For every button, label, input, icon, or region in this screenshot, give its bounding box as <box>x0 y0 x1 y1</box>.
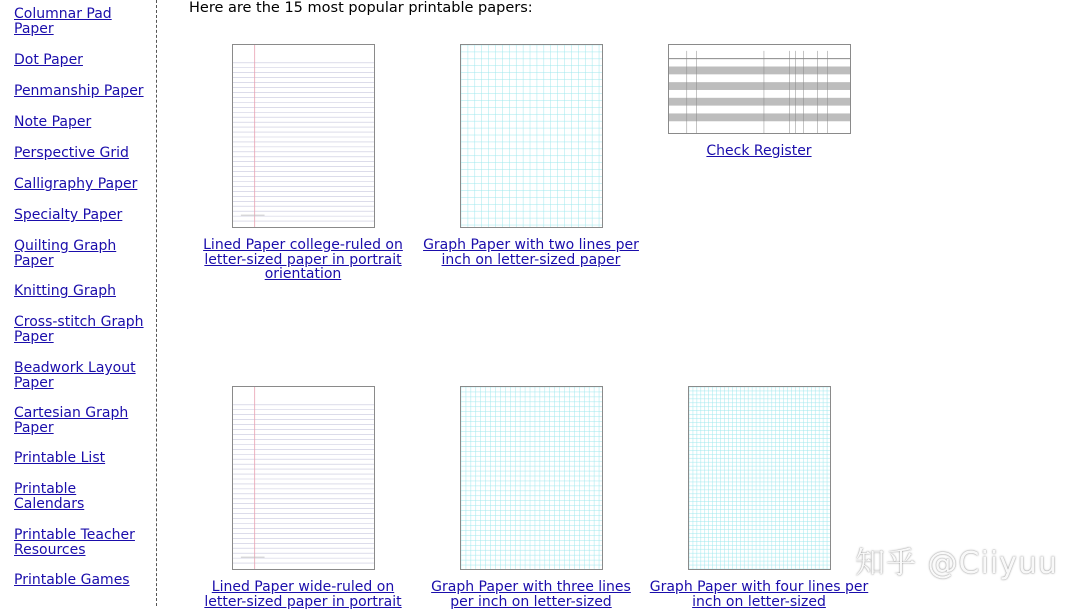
sidebar-item-columnar-pad-paper <box>14 7 148 37</box>
sidebar-item-cross-stitch-graph-paper <box>14 315 148 345</box>
sidebar-link[interactable]: Knitting Graph <box>14 283 116 299</box>
sidebar-item-calligraphy-paper <box>14 177 148 192</box>
sidebar-item-printable-list <box>14 451 148 466</box>
sidebar-link[interactable]: Printable List <box>14 450 106 466</box>
paper-card-caption[interactable]: Graph Paper with three lines per inch on letter-sized <box>431 579 631 610</box>
graph-paper-image <box>461 45 602 227</box>
paper-card-caption[interactable]: Graph Paper with two lines per inch on letter-sized paper <box>423 237 639 268</box>
sidebar-link[interactable]: Note Paper <box>14 114 92 130</box>
lined-paper-image <box>233 45 374 227</box>
sidebar-link[interactable]: Printable Calendars <box>14 481 85 512</box>
sidebar-item-printable-games <box>14 573 148 588</box>
sidebar-link[interactable]: Columnar Pad Paper <box>14 6 112 37</box>
lined-paper-thumbnail[interactable] <box>232 44 375 228</box>
paper-card-caption[interactable]: Lined Paper wide-ruled on letter-sized paper in portrait <box>204 579 402 610</box>
sidebar-link[interactable]: Specialty Paper <box>14 207 123 223</box>
sidebar-link[interactable]: Printable Games <box>14 572 130 588</box>
sidebar-link[interactable]: Beadwork Layout Paper <box>14 360 136 391</box>
lined-paper-thumbnail[interactable] <box>232 386 375 570</box>
graph-paper-image <box>461 387 602 569</box>
lined-paper-image <box>233 387 374 569</box>
graph-paper-thumbnail[interactable] <box>460 386 603 570</box>
sidebar-link[interactable]: Penmanship Paper <box>14 83 144 99</box>
sidebar-item-printable-calendars <box>14 482 148 512</box>
sidebar-item-knitting-graph <box>14 284 148 299</box>
sidebar-link[interactable]: Printable Teacher Resources <box>14 527 135 558</box>
sidebar-link[interactable]: Cartesian Graph Paper <box>14 405 129 436</box>
sidebar-item-note-paper <box>14 115 148 130</box>
sidebar-item-penmanship-paper <box>14 84 148 99</box>
paper-card-caption[interactable]: Graph Paper with four lines per inch on letter-sized <box>649 579 869 610</box>
paper-card-caption[interactable]: Check Register <box>706 143 812 159</box>
watermark: 知乎 @Ciiyuu <box>855 546 1058 581</box>
sidebar-item-printable-teacher-resources <box>14 528 148 558</box>
sidebar-item-dot-paper <box>14 53 148 68</box>
intro-text: Here are the 15 most popular printable papers: <box>189 0 533 16</box>
paper-card-caption[interactable]: Lined Paper college-ruled on letter-sized paper in portrait orientation <box>203 237 403 283</box>
sidebar-link[interactable]: Quilting Graph Paper <box>14 238 117 269</box>
sidebar-link[interactable]: Perspective Grid <box>14 145 129 161</box>
graph-paper-image <box>689 387 830 569</box>
sidebar-item-perspective-grid <box>14 146 148 161</box>
graph-paper-thumbnail[interactable] <box>688 386 831 570</box>
check-register-image <box>669 45 850 133</box>
sidebar-link[interactable]: Dot Paper <box>14 52 83 68</box>
graph-paper-thumbnail[interactable] <box>460 44 603 228</box>
sidebar-item-cartesian-graph-paper <box>14 406 148 436</box>
sidebar-item-beadwork-layout-paper <box>14 361 148 391</box>
sidebar-item-specialty-paper <box>14 208 148 223</box>
sidebar-link[interactable]: Cross-stitch Graph Paper <box>14 314 144 345</box>
sidebar-item-quilting-graph-paper <box>14 239 148 269</box>
sidebar-link[interactable]: Calligraphy Paper <box>14 176 138 192</box>
sidebar <box>0 0 157 606</box>
check-register-thumbnail[interactable] <box>668 44 851 134</box>
